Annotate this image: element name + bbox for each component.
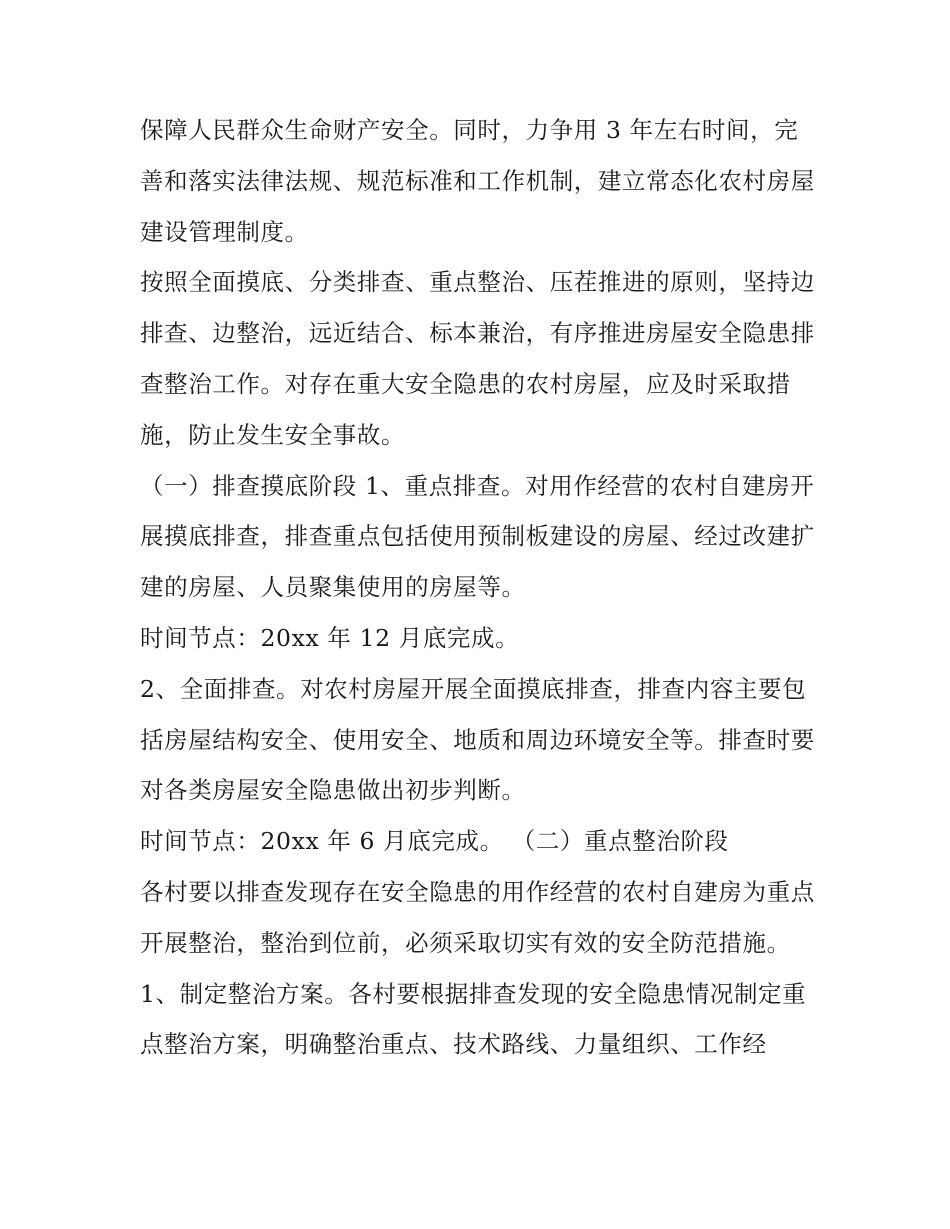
paragraph-rectification-focus: 各村要以排查发现存在安全隐患的用作经营的农村自建房为重点开展整治，整治到位前，必须采取切实有效的安全防范措施。 [140, 877, 815, 957]
document-body [140, 105, 820, 1070]
paragraph-full-inspection: 2、全面排查。对农村房屋开展全面摸底排查，排查内容主要包括房屋结构安全、使用安全、地质和周边环境安全等。排查时要对各类房屋安全隐患做出初步判断。 [140, 674, 815, 805]
paragraph-deadline-two-stage-two: 时间节点：20xx 年 6 月底完成。 （二）重点整治阶段 [140, 827, 729, 856]
paragraph-deadline-one: 时间节点：20xx 年 12 月底完成。 [140, 623, 520, 652]
paragraph-principles: 按照全面摸底、分类排查、重点整治、压茬推进的原则，坚持边排查、边整治，远近结合、标本兼治，有序推进房屋安全隐患排查整治工作。对存在重大安全隐患的农村房屋，应及时采取措施，防止发生安全事故。 [140, 268, 815, 449]
paragraph-stage-one-key-inspection: （一）排查摸底阶段 1、重点排查。对用作经营的农村自建房开展摸底排查，排查重点包括使用预制板建设的房屋、经过改建扩建的房屋、人员聚集使用的房屋等。 [140, 471, 815, 602]
paragraph-intro-goals: 保障人民群众生命财产安全。同时，力争用 3 年左右时间，完善和落实法律法规、规范标准和工作机制，建立常态化农村房屋建设管理制度。 [140, 116, 815, 246]
paragraph-rectification-plan: 1、制定整治方案。各村要根据排查发现的安全隐患情况制定重点整治方案，明确整治重点、技术路线、力量组织、工作经 [140, 979, 807, 1059]
